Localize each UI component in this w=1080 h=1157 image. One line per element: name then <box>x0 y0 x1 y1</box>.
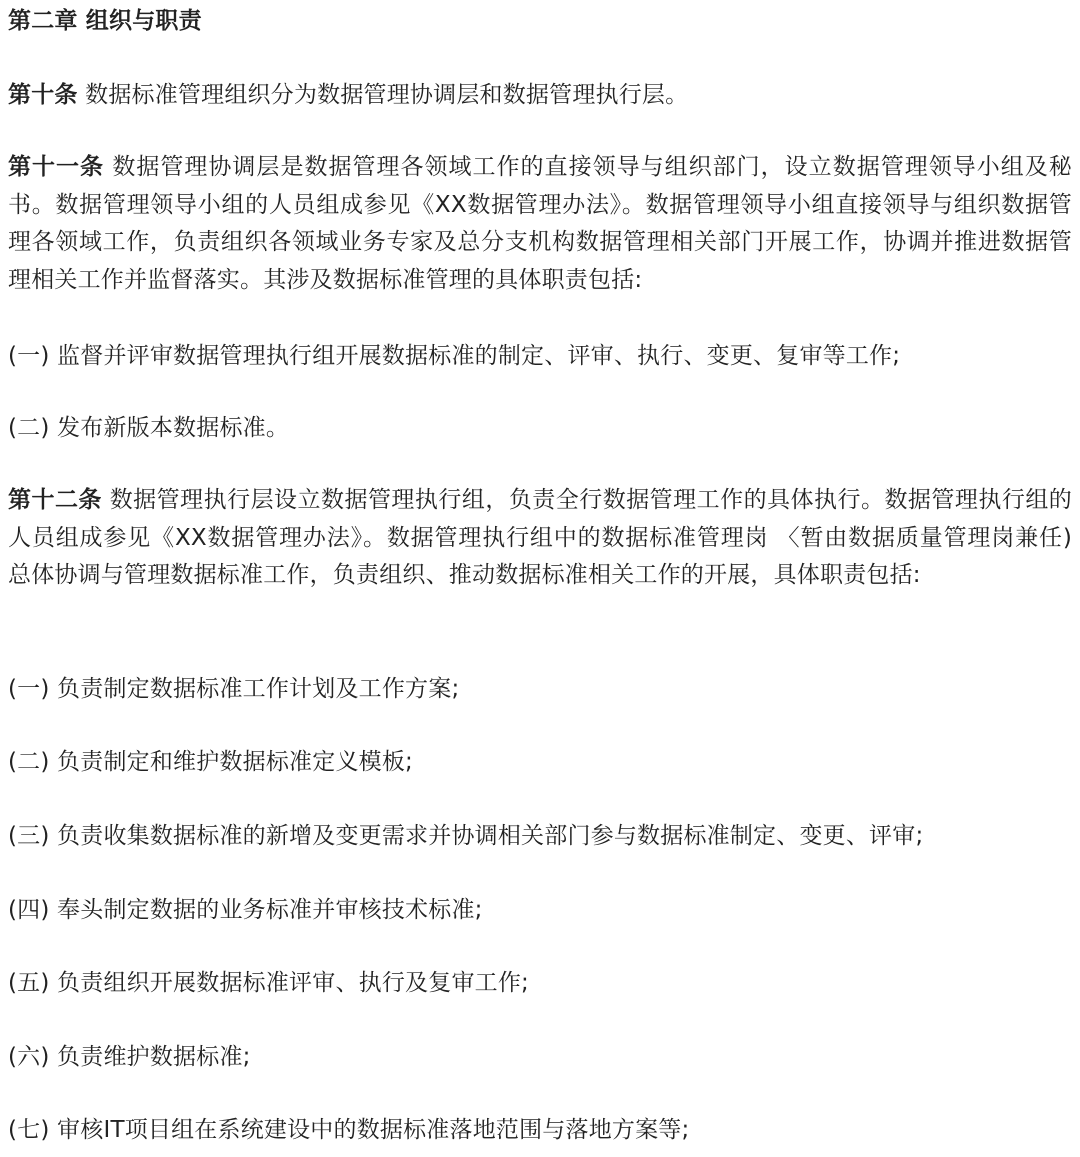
article-11-item-2: (二) 发布新版本数据标准。 <box>8 415 290 441</box>
article-12 <box>8 482 1072 595</box>
article-12-text: 数据管理执行层设立数据管理执行组，负责全行数据管理工作的具体执行。数据管理执行组的人员组成参见《XX数据管理办法》。数据管理执行组中的数据标准管理岗 〈暂由数据质量管理岗兼任) 总体协调与管理数据标准工作，负责组织、推动数据标准相关工作的开展，具体职责包括: <box>8 487 1072 588</box>
article-10-label: 第十条 <box>8 82 78 108</box>
article-12-label: 第十二条 <box>8 487 102 513</box>
article-12-item-2: (二) 负责制定和维护数据标准定义模板; <box>8 749 414 775</box>
article-11-item-1: (一) 监督并评审数据管理执行组开展数据标准的制定、评审、执行、变更、复审等工作; <box>8 343 901 369</box>
article-10 <box>8 80 688 110</box>
chapter-heading: 第二章 组织与职责 <box>8 8 202 34</box>
article-11 <box>8 149 1072 299</box>
article-12-item-7: (七) 审核IT项目组在系统建设中的数据标准落地范围与落地方案等; <box>8 1117 690 1143</box>
article-11-text: 数据管理协调层是数据管理各领域工作的直接领导与组织部门，设立数据管理领导小组及秘书。数据管理领导小组的人员组成参见《XX数据管理办法》。数据管理领导小组直接领导与组织数据管理各领域工作，负责组织各领域业务专家及总分支机构数据管理相关部门开展工作，协调并推进数据管理相关工作并监督落实。其涉及数据标准管理的具体职责包括: <box>8 154 1072 293</box>
article-12-item-3: (三) 负责收集数据标准的新增及变更需求并协调相关部门参与数据标准制定、变更、评审; <box>8 823 924 849</box>
article-12-item-1: (一) 负责制定数据标准工作计划及工作方案; <box>8 676 460 702</box>
article-12-item-6: (六) 负责维护数据标准; <box>8 1044 251 1070</box>
article-10-text: 数据标准管理组织分为数据管理协调层和数据管理执行层。 <box>77 82 689 108</box>
article-12-item-5: (五) 负责组织开展数据标准评审、执行及复审工作; <box>8 970 530 996</box>
article-11-label: 第十一条 <box>8 154 105 180</box>
article-12-item-4: (四) 奉头制定数据的业务标准并审核技术标准; <box>8 897 483 923</box>
